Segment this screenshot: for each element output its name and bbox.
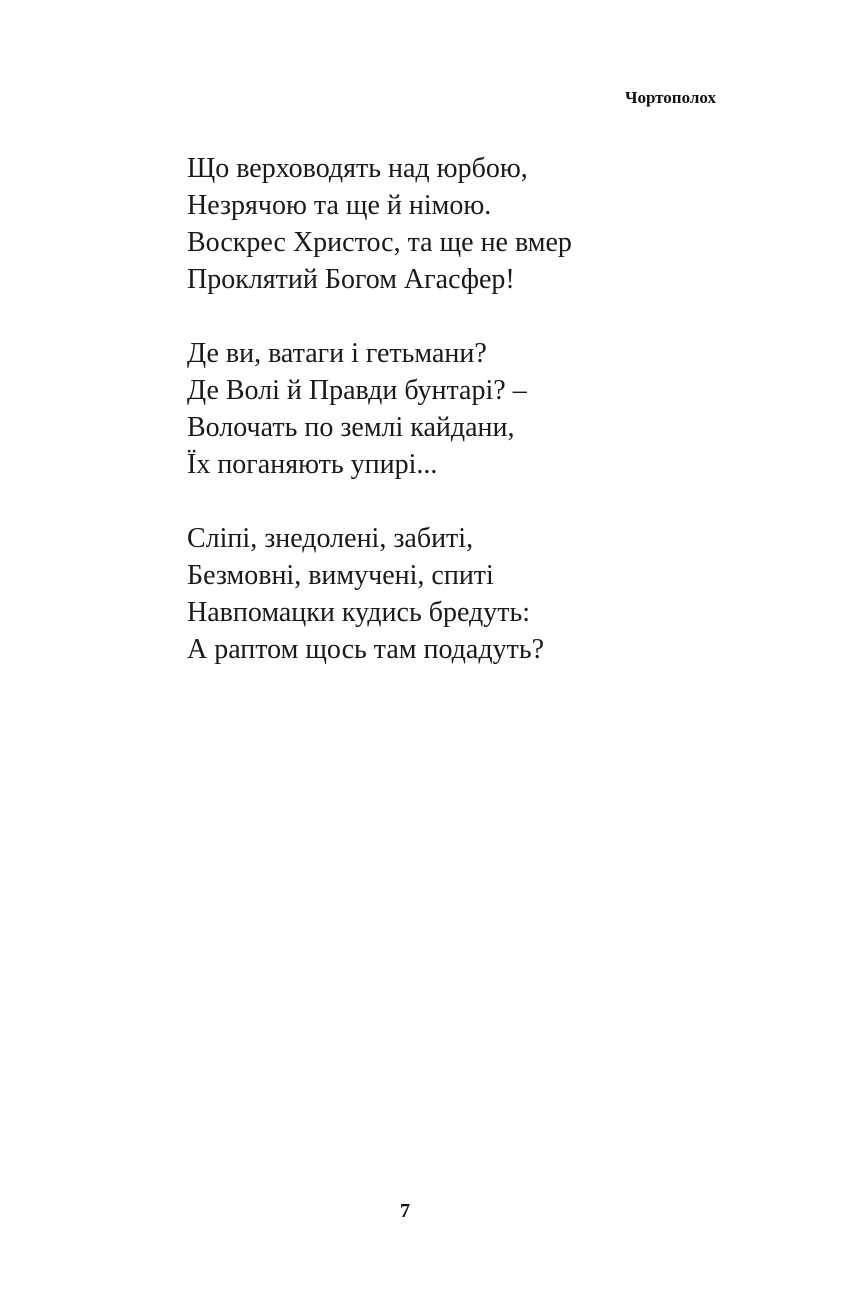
poem-line: Воскрес Христос, та ще не вмер: [187, 227, 572, 258]
poem-line: Волочать по землі кайдани,: [187, 412, 515, 443]
poem-line: Проклятий Богом Агасфер!: [187, 264, 515, 295]
poem-line: Де ви, ватаги і гетьмани?: [187, 338, 487, 369]
page-number-footer: [0, 1200, 842, 1223]
poem-line: Що верховодять над юрбою,: [187, 153, 528, 184]
poem-line: Незрячою та ще й німою.: [187, 190, 492, 221]
poem-line: Навпомацки кудись бредуть:: [187, 597, 531, 628]
stanza-3: [187, 520, 572, 668]
poem-line: Де Волі й Правди бунтарі? –: [187, 375, 527, 406]
poem: [187, 150, 572, 705]
poem-line: Сліпі, знедолені, забиті,: [187, 523, 474, 554]
running-header-title: Чортополох: [624, 88, 716, 107]
stanza-1: [187, 150, 572, 298]
page-number: 7: [400, 1200, 410, 1222]
poem-line: Безмовні, вимучені, спиті: [187, 560, 494, 591]
stanza-2: [187, 335, 572, 483]
poem-line: Їх поганяють упирі...: [187, 449, 438, 480]
poem-line: А раптом щось там подадуть?: [187, 634, 545, 665]
